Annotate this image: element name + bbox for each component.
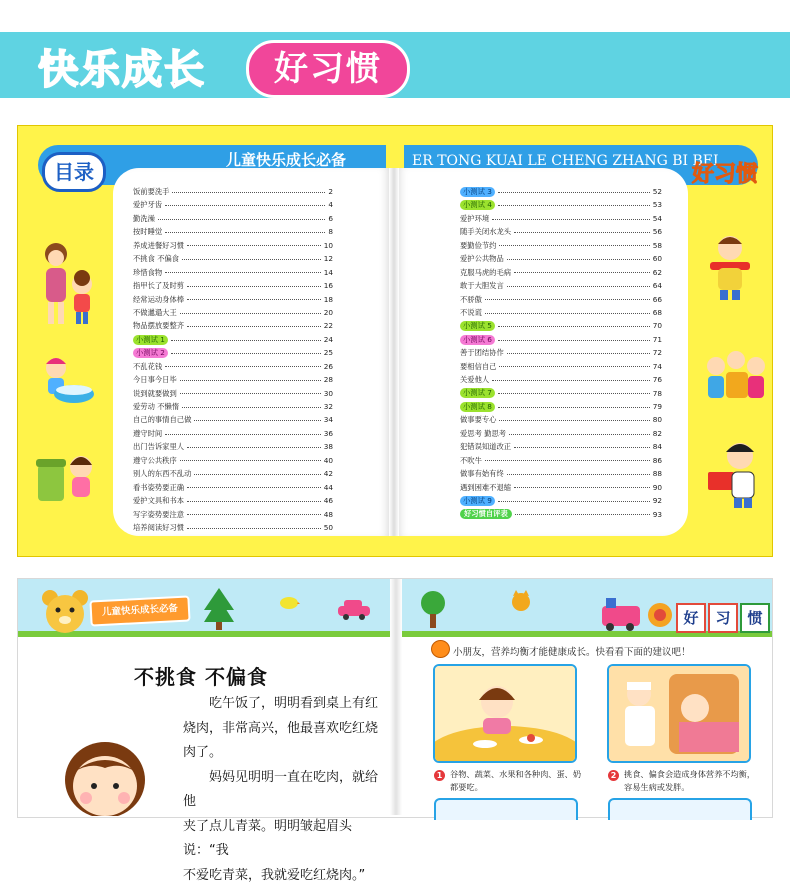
toc-entry-page: 20 (324, 306, 333, 319)
toc-entry (133, 427, 333, 440)
toc-entry (460, 481, 662, 494)
toc-leader-dots (187, 285, 321, 287)
toc-entry-page: 86 (653, 454, 662, 467)
toc-entry-title: 物品摆放要整齐 (133, 319, 184, 332)
toc-entry (460, 198, 662, 211)
toc-leader-dots (158, 218, 325, 220)
toc-entry-title: 出门告诉家里人 (133, 440, 184, 453)
toc-entry-title: 小测试 2 (133, 348, 168, 358)
toc-entry (133, 387, 333, 400)
toc-leader-dots (507, 473, 650, 475)
toc-entry-title: 按时睡觉 (133, 225, 162, 238)
toc-entry (460, 467, 662, 480)
toc-leader-dots (507, 352, 650, 354)
toc-leader-dots (165, 231, 325, 233)
toc-entry-page: 80 (653, 413, 662, 426)
toc-entry (460, 373, 662, 386)
toc-leader-dots (485, 312, 650, 314)
toc-entry-page: 30 (324, 387, 333, 400)
toc-entry-page: 52 (653, 185, 662, 198)
toc-entry (133, 279, 333, 292)
toc-entry-title: 不说谎 (460, 306, 482, 319)
toc-leader-dots (492, 379, 650, 381)
caption-text: 谷物、蔬菜、水果和各种肉、蛋、奶都要吃。 (450, 768, 588, 794)
toc-entry (133, 252, 333, 265)
toc-entry (133, 185, 333, 198)
toc-entry-page: 46 (324, 494, 333, 507)
toc-entry-title: 不乱花钱 (133, 360, 162, 373)
toc-leader-dots (187, 298, 321, 300)
toc-entry (133, 454, 333, 467)
toc-entry-page: 2 (328, 185, 333, 198)
toc-entry-title: 经常运动身体棒 (133, 293, 184, 306)
toc-entry-page: 60 (653, 252, 662, 265)
toc-entry-title: 指甲长了及时剪 (133, 279, 184, 292)
toc-entry-title: 爱护公共物品 (460, 252, 504, 265)
toc-entry-page: 44 (324, 481, 333, 494)
toc-leader-dots (485, 298, 650, 300)
toc-entry-title: 写字姿势要注意 (133, 508, 184, 521)
doctor-visit-illustration (609, 666, 749, 761)
bird-icon (278, 594, 300, 610)
train-car-2: 习 (708, 603, 738, 633)
pumpkin-icon (431, 640, 450, 658)
toc-entry (133, 400, 333, 413)
toc-entry (460, 293, 662, 306)
toc-leader-dots (498, 325, 650, 327)
toc-leader-dots (182, 258, 321, 260)
toc-entry-title: 不吹牛 (460, 454, 482, 467)
story-title: 不挑食 不偏食 (134, 661, 268, 690)
toc-entry-page: 68 (653, 306, 662, 319)
toc-list-left (133, 185, 333, 534)
toc-entry (133, 360, 333, 373)
toc-entry-page: 10 (324, 239, 333, 252)
toc-leader-dots (498, 204, 650, 206)
toc-entry-page: 14 (324, 266, 333, 279)
toc-entry-page: 32 (324, 400, 333, 413)
story-line: 不爱吃青菜，我就爱吃红烧肉。” (183, 864, 379, 888)
toc-entry-title: 小测试 5 (460, 321, 495, 331)
toc-leader-dots (507, 258, 650, 260)
toc-entry (133, 266, 333, 279)
toc-entry-page: 12 (324, 252, 333, 265)
toc-entry-page: 22 (324, 319, 333, 332)
child-scarf-illustration (700, 232, 760, 302)
panel-partial (608, 798, 752, 820)
toc-entry (460, 212, 662, 225)
toc-entry-title: 小测试 9 (460, 496, 495, 506)
toc-leader-dots (165, 433, 321, 435)
toc-entry-title: 说到就要做到 (133, 387, 177, 400)
toc-entry-title: 随手关闭水龙头 (460, 225, 511, 238)
toc-entry-page: 72 (653, 346, 662, 359)
caption-text: 挑食、偏食会造成身体营养不均衡，容易生病或发胖。 (624, 768, 762, 794)
child-washing-illustration (38, 352, 96, 412)
bear-icon (40, 588, 90, 636)
toc-entry-page: 48 (324, 508, 333, 521)
toc-entry-title: 犯错误知道改正 (460, 440, 511, 453)
toc-leader-dots (507, 285, 650, 287)
mother-child-illustration (32, 238, 102, 330)
story-tip: 小朋友，营养均衡才能健康成长。快看看下面的建议吧！ (453, 644, 691, 658)
toc-entry (133, 212, 333, 225)
toc-entry-page: 38 (324, 440, 333, 453)
toc-entry (133, 481, 333, 494)
toc-entry-page: 90 (653, 481, 662, 494)
toc-title: 目录 (42, 152, 106, 192)
toc-entry-page: 93 (653, 508, 662, 521)
panel-partial (434, 798, 578, 820)
toc-entry-page: 16 (324, 279, 333, 292)
toc-entry-page: 4 (328, 198, 333, 211)
toc-entry (460, 252, 662, 265)
toc-entry (133, 521, 333, 534)
tree-icon (420, 590, 446, 630)
story-line: 烧肉，非常高兴，他最喜欢吃红烧肉了。 (183, 717, 379, 766)
toc-leader-dots (187, 325, 321, 327)
toc-entry-page: 28 (324, 373, 333, 386)
toc-entry (133, 373, 333, 386)
toc-entry (133, 494, 333, 507)
toc-entry-page: 62 (653, 266, 662, 279)
toc-leader-dots (165, 204, 325, 206)
toc-entry-page: 42 (324, 467, 333, 480)
toc-entry (133, 293, 333, 306)
toc-leader-dots (485, 459, 650, 461)
toc-entry-title: 自己的事情自己做 (133, 413, 191, 426)
toc-entry (133, 319, 333, 332)
toc-entry (460, 346, 662, 359)
toc-leader-dots (514, 446, 650, 448)
toc-leader-dots (499, 244, 649, 246)
toc-entry (133, 440, 333, 453)
toc-leader-dots (172, 191, 325, 193)
toc-entry-page: 40 (324, 454, 333, 467)
toc-entry (460, 427, 662, 440)
toc-entry (133, 225, 333, 238)
toc-entry-page: 70 (653, 319, 662, 332)
toc-entry-page: 18 (324, 293, 333, 306)
toc-leader-dots (492, 218, 650, 220)
toc-entry-page: 78 (653, 387, 662, 400)
toc-entry-title: 爱思考 勤思考 (460, 427, 506, 440)
toc-entry-page: 24 (324, 333, 333, 346)
train-car-3: 惯 (740, 603, 770, 633)
toc-leader-dots (180, 379, 321, 381)
toc-entry-page: 54 (653, 212, 662, 225)
toc-entry-page: 34 (324, 413, 333, 426)
toc-entry-page: 8 (328, 225, 333, 238)
toc-leader-dots (187, 513, 321, 515)
toc-entry (460, 387, 662, 400)
toc-entry (460, 279, 662, 292)
toc-entry-title: 小测试 3 (460, 187, 495, 197)
toc-entry-title: 遵守公共秩序 (133, 454, 177, 467)
toc-entry-title: 关爱他人 (460, 373, 489, 386)
toc-entry (133, 413, 333, 426)
toc-entry (460, 440, 662, 453)
toc-entry (460, 306, 662, 319)
toc-entry-title: 小测试 6 (460, 335, 495, 345)
toc-leader-dots (165, 365, 321, 367)
story-line: 吃午饭了，明明看到桌上有红 (183, 692, 379, 717)
toc-entry (460, 239, 662, 252)
child-eating-illustration (435, 666, 575, 761)
story-spine (390, 579, 402, 815)
toc-entry-title: 爱护环境 (460, 212, 489, 225)
toc-leader-dots (509, 433, 650, 435)
toc-entry-title: 不做邋遢大王 (133, 306, 177, 319)
toc-entry-page: 88 (653, 467, 662, 480)
toc-entry-page: 84 (653, 440, 662, 453)
toc-entry (133, 198, 333, 211)
toc-entry-title: 爱劳动 不懒惰 (133, 400, 179, 413)
toc-list-right (460, 185, 662, 521)
toc-entry-title: 勤洗澡 (133, 212, 155, 225)
toc-entry (460, 319, 662, 332)
toc-left-header: 儿童快乐成长必备 (226, 149, 346, 170)
toc-leader-dots (182, 406, 321, 408)
toc-entry-page: 92 (653, 494, 662, 507)
toc-entry-title: 培养阅读好习惯 (133, 521, 184, 534)
toc-leader-dots (165, 271, 321, 273)
toc-entry (460, 494, 662, 507)
toc-entry-title: 敢于大胆发言 (460, 279, 504, 292)
toc-entry (460, 333, 662, 346)
toc-entry (133, 346, 333, 359)
toc-entry (460, 225, 662, 238)
toc-entry (460, 508, 662, 521)
toc-leader-dots (187, 446, 321, 448)
train-engine-icon (598, 596, 644, 632)
toc-leader-dots (194, 473, 320, 475)
toc-entry-page: 6 (328, 212, 333, 225)
toc-right-badge: 好习惯 (692, 157, 758, 188)
toc-leader-dots (498, 191, 650, 193)
toc-leader-dots (498, 392, 650, 394)
toc-entry-page: 25 (324, 346, 333, 359)
toc-entry (133, 239, 333, 252)
toc-entry-title: 不骄傲 (460, 293, 482, 306)
toc-leader-dots (514, 271, 650, 273)
toc-entry-title: 今日事今日毕 (133, 373, 177, 386)
toc-leader-dots (515, 513, 650, 515)
toc-right-header: ER TONG KUAI LE CHENG ZHANG BI BEI (412, 153, 719, 169)
toc-leader-dots (498, 406, 650, 408)
toc-entry-page: 56 (653, 225, 662, 238)
story-line: 夹了点儿青菜。明明皱起眉头说：“我 (183, 815, 379, 864)
toc-leader-dots (171, 339, 321, 341)
toc-entry-title: 珍惜食物 (133, 266, 162, 279)
story-ribbon: 儿童快乐成长必备 (89, 595, 190, 626)
toc-leader-dots (498, 500, 650, 502)
child-trash-can-illustration (36, 447, 98, 509)
toc-entry (460, 400, 662, 413)
toc-entry (460, 454, 662, 467)
banner-title: 快乐成长 (38, 38, 206, 95)
toc-entry-page: 66 (653, 293, 662, 306)
toc-entry (460, 185, 662, 198)
toc-entry-title: 善于团结协作 (460, 346, 504, 359)
panel-doctor (607, 664, 751, 763)
story-line: 妈妈见明明一直在吃肉，就给他 (183, 766, 379, 815)
toc-entry-title: 看书姿势要正确 (133, 481, 184, 494)
toc-entry-title: 小测试 4 (460, 200, 495, 210)
toc-leader-dots (499, 419, 649, 421)
toc-entry (133, 306, 333, 319)
toc-entry-page: 58 (653, 239, 662, 252)
toc-leader-dots (498, 339, 650, 341)
toc-entry-page: 64 (653, 279, 662, 292)
toc-entry-title: 要相信自己 (460, 360, 496, 373)
train-car-1: 好 (676, 603, 706, 633)
toc-entry-title: 小测试 7 (460, 388, 495, 398)
toc-entry-title: 小测试 1 (133, 335, 168, 345)
toc-entry-page: 36 (324, 427, 333, 440)
toc-entry-page: 79 (653, 400, 662, 413)
caption-number: 2 (608, 770, 619, 781)
child-reading-illustration (706, 440, 766, 510)
toc-leader-dots (180, 312, 321, 314)
toc-entry-page: 74 (653, 360, 662, 373)
toc-entry-title: 爱护牙齿 (133, 198, 162, 211)
toc-entry (460, 360, 662, 373)
tree-icon (204, 588, 234, 632)
banner-badge: 好习惯 (246, 40, 410, 98)
toc-entry-title: 克服马虎的毛病 (460, 266, 511, 279)
toc-entry-title: 小测试 8 (460, 402, 495, 412)
toc-leader-dots (180, 459, 321, 461)
panel-eating (433, 664, 577, 763)
toc-leader-dots (187, 527, 321, 529)
toc-leader-dots (194, 419, 320, 421)
toc-entry (460, 413, 662, 426)
toc-leader-dots (187, 486, 321, 488)
toc-entry-title: 不挑食 不偏食 (133, 252, 179, 265)
toc-entry-title: 做事有始有终 (460, 467, 504, 480)
toc-leader-dots (499, 365, 649, 367)
toc-leader-dots (514, 231, 650, 233)
toc-spine (389, 168, 399, 536)
toc-entry (460, 266, 662, 279)
toc-entry-title: 遇到困难不退缩 (460, 481, 511, 494)
toc-entry-title: 别人的东西不乱动 (133, 467, 191, 480)
toc-entry-title: 养成进餐好习惯 (133, 239, 184, 252)
toc-entry-title: 要勤俭节约 (460, 239, 496, 252)
toc-leader-dots (171, 352, 321, 354)
toc-leader-dots (514, 486, 650, 488)
toc-entry-page: 50 (324, 521, 333, 534)
toc-entry-title: 做事要专心 (460, 413, 496, 426)
toc-entry-page: 82 (653, 427, 662, 440)
toc-entry (133, 333, 333, 346)
toc-leader-dots (187, 244, 321, 246)
toc-entry (133, 508, 333, 521)
story-text (183, 692, 379, 888)
toc-entry (133, 467, 333, 480)
toc-entry-page: 71 (653, 333, 662, 346)
toc-entry-title: 好习惯自评表 (460, 509, 512, 519)
caption-number: 1 (434, 770, 445, 781)
toc-entry-title: 饭前要洗手 (133, 185, 169, 198)
girl-face-illustration (60, 740, 150, 816)
cat-icon (510, 590, 532, 612)
toc-entry-page: 76 (653, 373, 662, 386)
toc-leader-dots (180, 392, 321, 394)
children-group-illustration (704, 346, 768, 406)
toc-entry-title: 遵守时间 (133, 427, 162, 440)
toc-entry-page: 26 (324, 360, 333, 373)
top-banner (0, 0, 790, 120)
toc-entry-page: 53 (653, 198, 662, 211)
toc-entry-title: 爱护文具和书本 (133, 494, 184, 507)
flower-icon (646, 601, 674, 631)
toc-leader-dots (187, 500, 321, 502)
car-icon (336, 598, 372, 620)
